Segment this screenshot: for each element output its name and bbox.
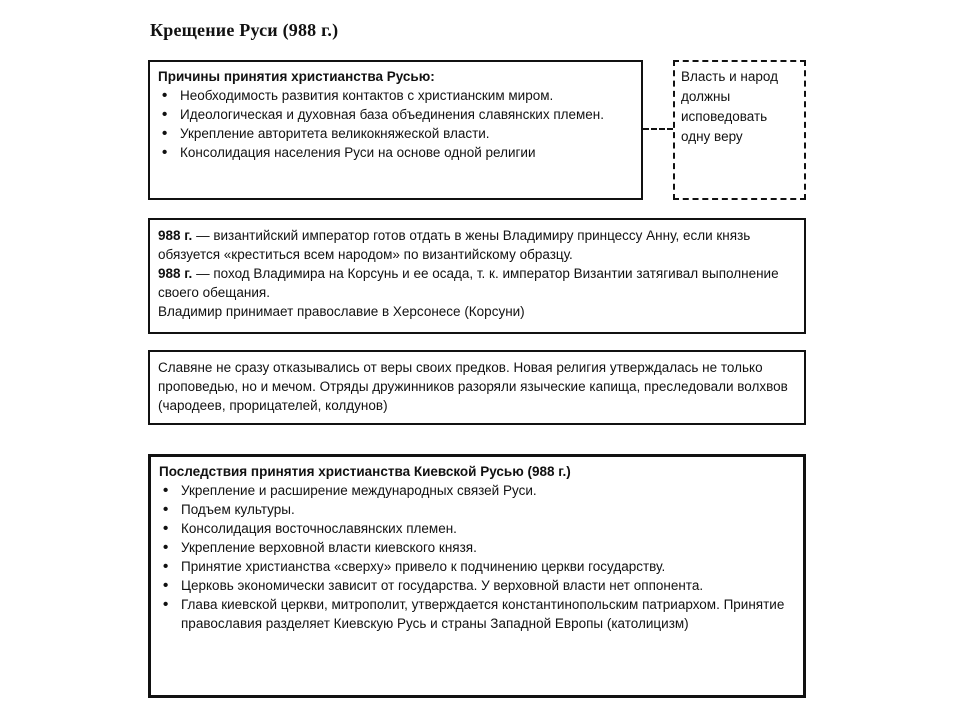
event-2-text: — поход Владимира на Корсунь и ее осада, т. к. император Византии затягивал выполнение своего обещания. [158, 266, 779, 300]
list-item: • Укрепление верховной власти киевского князя. [159, 538, 795, 557]
list-item: • Идеологическая и духовная база объединения славянских племен. [158, 105, 633, 124]
list-item: • Принятие христианства «сверху» привело к подчинению церкви государству. [159, 557, 795, 576]
list-item: • Глава киевской церкви, митрополит, утверждается константинопольским патриархом. Принятие православия разделяет Киевскую Русь и страны Западной Европы (католицизм) [159, 595, 795, 633]
event-2 [158, 264, 796, 302]
spread-box [148, 350, 806, 425]
list-item: • Подъем культуры. [159, 500, 795, 519]
consequences-list [159, 481, 795, 633]
side-note-text: Власть и народ должны исповедовать одну веру [681, 69, 778, 144]
list-item: • Укрепление авторитета великокняжеской власти. [158, 124, 633, 143]
event-1-text: — византийский император готов отдать в жены Владимиру принцессу Анну, если князь обязуется «креститься всем народом» по византийскому образцу. [158, 228, 751, 262]
page-title: Крещение Руси (988 г.) [150, 20, 339, 40]
events-box [148, 218, 806, 334]
list-item: • Необходимость развития контактов с христианским миром. [158, 86, 633, 105]
reasons-heading: Причины принятия христианства Русью: [158, 69, 435, 84]
dashed-connector [643, 128, 673, 130]
reasons-box [148, 60, 643, 200]
event-2-year: 988 г. [158, 266, 193, 281]
list-item: • Церковь экономически зависит от государства. У верховной власти нет оппонента. [159, 576, 795, 595]
list-item: • Консолидация восточнославянских племен. [159, 519, 795, 538]
event-1 [158, 226, 796, 264]
side-note-box [673, 60, 806, 200]
spread-text: Славяне не сразу отказывались от веры своих предков. Новая религия утверждалась не только проповедью, но и мечом. Отряды дружинников разоряли языческие капища, преследовали волхвов (чародеев, прорицателей, колдунов) [158, 360, 788, 413]
consequences-box [148, 454, 806, 698]
consequences-heading: Последствия принятия христианства Киевской Русью (988 г.) [159, 464, 571, 479]
list-item: • Консолидация населения Руси на основе одной религии [158, 143, 633, 162]
reasons-list [158, 86, 633, 162]
event-3: Владимир принимает православие в Херсонесе (Корсуни) [158, 304, 525, 319]
list-item: • Укрепление и расширение международных связей Руси. [159, 481, 795, 500]
event-1-year: 988 г. [158, 228, 193, 243]
